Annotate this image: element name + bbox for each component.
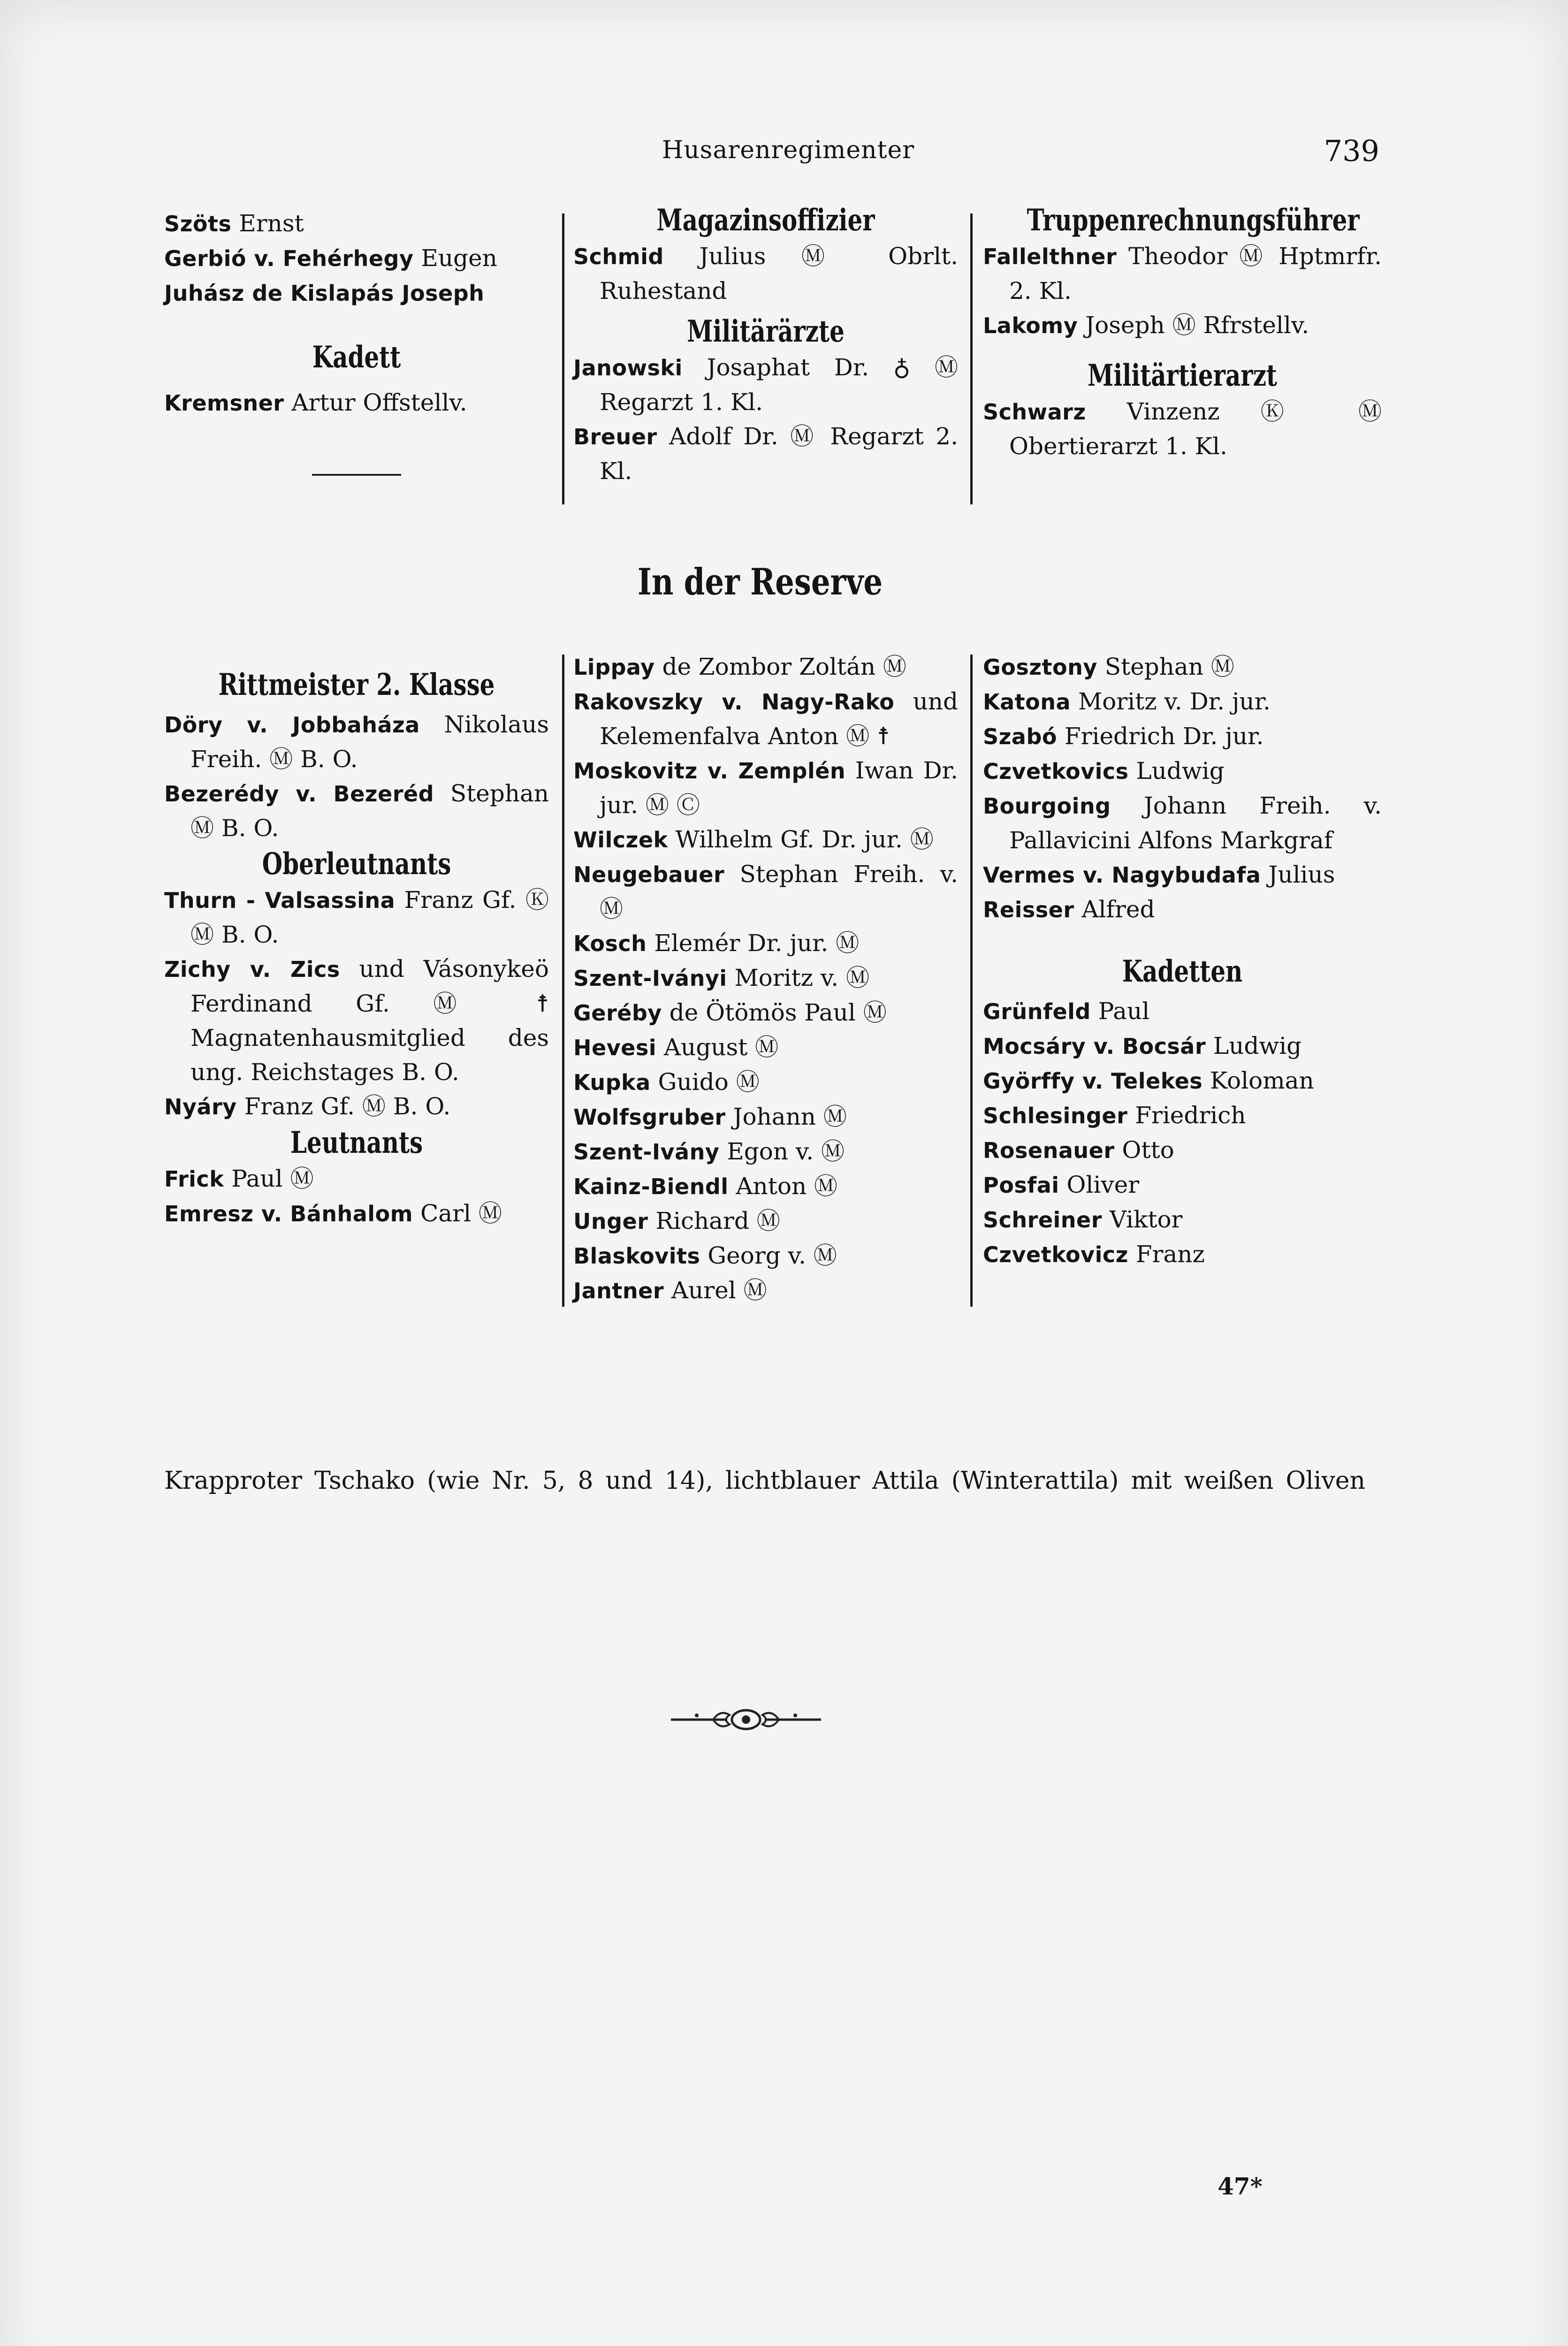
- column-divider: [562, 213, 564, 504]
- list-item: Posfai Oliver: [983, 1171, 1140, 1198]
- list-item: Gerbió v. Fehérhegy Eugen: [164, 244, 497, 272]
- list-item: Bourgoing Johann Freih. v. Pallavicini Alfons Markgraf: [983, 792, 1389, 854]
- section-heading-kadett: Kadett: [312, 340, 401, 375]
- section-heading-militaertierarzt: Militärtierarzt: [1088, 358, 1277, 393]
- ornament-divider-icon: [669, 1703, 823, 1736]
- list-item: Breuer Adolf Dr. Ⓜ Regarzt 2. Kl.: [573, 423, 966, 485]
- list-item: Schwarz Vinzenz Ⓚ Ⓜ Obertierarzt 1. Kl.: [983, 398, 1389, 460]
- list-item: Vermes v. Nagybudafa Julius: [983, 861, 1335, 888]
- list-item: Schreiner Viktor: [983, 1206, 1183, 1233]
- list-item: Blaskovits Georg v. Ⓜ: [573, 1242, 837, 1269]
- section-heading-oberleutnants: Oberleutnants: [262, 846, 451, 882]
- list-item: Katona Moritz v. Dr. jur.: [983, 688, 1271, 715]
- list-item: Fallelthner Theodor Ⓜ Hptmrfr. 2. Kl.: [983, 243, 1389, 305]
- list-item: Unger Richard Ⓜ: [573, 1207, 780, 1234]
- list-item: Kremsner Artur Offstellv.: [164, 389, 467, 416]
- list-item: Frick Paul Ⓜ: [164, 1165, 314, 1192]
- list-item: Hevesi August Ⓜ: [573, 1034, 779, 1061]
- list-item: Kosch Elemér Dr. jur. Ⓜ: [573, 929, 860, 957]
- list-item: Reisser Alfred: [983, 896, 1155, 923]
- list-item: Czvetkovics Ludwig: [983, 757, 1225, 785]
- list-item: Geréby de Ötömös Paul Ⓜ: [573, 999, 887, 1026]
- list-item: Lakomy Joseph Ⓜ Rfrstellv.: [983, 312, 1309, 339]
- section-heading-magazinsoffizier: Magazinsoffizier: [656, 203, 875, 238]
- top-middle-column: [573, 202, 966, 488]
- section-heading-rittmeister: Rittmeister 2. Klasse: [218, 667, 495, 702]
- list-item: Thurn - Valsassina Franz Gf. Ⓚ Ⓜ B. O.: [164, 886, 556, 948]
- section-heading-kadetten: Kadetten: [1122, 954, 1243, 989]
- list-item: Bezerédy v. Bezeréd Stephan Ⓜ B. O.: [164, 780, 556, 842]
- list-item: Schlesinger Friedrich: [983, 1102, 1246, 1129]
- list-item: Janowski Josaphat Dr. ♁ Ⓜ Regarzt 1. Kl.: [573, 354, 966, 416]
- list-item: Czvetkovicz Franz: [983, 1241, 1205, 1268]
- column-divider: [970, 213, 973, 504]
- list-item: Moskovitz v. Zemplén Iwan Dr. jur. Ⓜ Ⓒ: [573, 757, 966, 819]
- top-left-entries: [164, 206, 549, 311]
- reserve-column-1: [164, 666, 556, 1231]
- list-item: Emresz v. Bánhalom Carl Ⓜ: [164, 1200, 502, 1227]
- list-item: Kainz-Biendl Anton Ⓜ: [573, 1173, 838, 1200]
- uniform-description: Krapproter Tschako (wie Nr. 5, 8 und 14), lichtblauer Attila (Winterattila) mit weißen Oliven: [164, 1467, 1365, 1495]
- list-item: Szent-Iványi Moritz v. Ⓜ: [573, 964, 870, 991]
- reserve-column-3: [983, 650, 1389, 1272]
- column-divider: [970, 655, 973, 1307]
- section-title-reserve: In der Reserve: [637, 561, 883, 603]
- divider: [312, 474, 401, 476]
- list-item: Lippay de Zombor Zoltán Ⓜ: [573, 653, 906, 680]
- reserve-column-2: [573, 650, 966, 1308]
- list-item: Györffy v. Telekes Koloman: [983, 1067, 1314, 1094]
- page-number: 739: [1324, 134, 1379, 168]
- section-heading-militaeraerzte: Militärärzte: [687, 314, 845, 349]
- list-item: Jantner Aurel Ⓜ: [573, 1277, 767, 1304]
- list-item: Grünfeld Paul: [983, 998, 1150, 1025]
- list-item: Döry v. Jobbaháza Nikolaus Freih. Ⓜ B. O.: [164, 711, 556, 773]
- list-item: Szent-Ivány Egon v. Ⓜ: [573, 1138, 845, 1165]
- list-item: Neugebauer Stephan Freih. v. Ⓜ: [573, 861, 966, 922]
- list-item: Wilczek Wilhelm Gf. Dr. jur. Ⓜ: [573, 826, 934, 853]
- list-item: Kupka Guido Ⓜ: [573, 1068, 760, 1096]
- section-heading-truppenrechnungsfuehrer: Truppenrechnungsführer: [1027, 203, 1360, 238]
- list-item: Nyáry Franz Gf. Ⓜ B. O.: [164, 1093, 451, 1120]
- list-item: Szöts Ernst: [164, 210, 304, 237]
- top-right-column: [983, 202, 1389, 464]
- list-item: Wolfsgruber Johann Ⓜ: [573, 1103, 847, 1130]
- list-item: Zichy v. Zics und Vásonykeö Ferdinand Gf. Ⓜ ☨ Magnatenhausmitglied des ung. Reichstages B. O.: [164, 955, 556, 1086]
- list-item: Rosenauer Otto: [983, 1136, 1174, 1164]
- section-heading-leutnants: Leutnants: [290, 1125, 423, 1160]
- running-header: Husarenregimenter: [662, 136, 915, 164]
- column-divider: [562, 655, 564, 1307]
- list-item: Gosztony Stephan Ⓜ: [983, 653, 1234, 680]
- list-item: Juhász de Kislapás Joseph: [164, 281, 485, 306]
- list-item: Schmid Julius Ⓜ Obrlt. Ruhestand: [573, 243, 966, 305]
- list-item: Szabó Friedrich Dr. jur.: [983, 723, 1264, 750]
- list-item: Rakovszky v. Nagy-Rako und Kelemenfalva Anton Ⓜ ☨: [573, 688, 966, 750]
- list-item: Mocsáry v. Bocsár Ludwig: [983, 1032, 1302, 1059]
- sheet-signature: 47*: [1218, 2172, 1263, 2200]
- top-left-column: [164, 206, 549, 420]
